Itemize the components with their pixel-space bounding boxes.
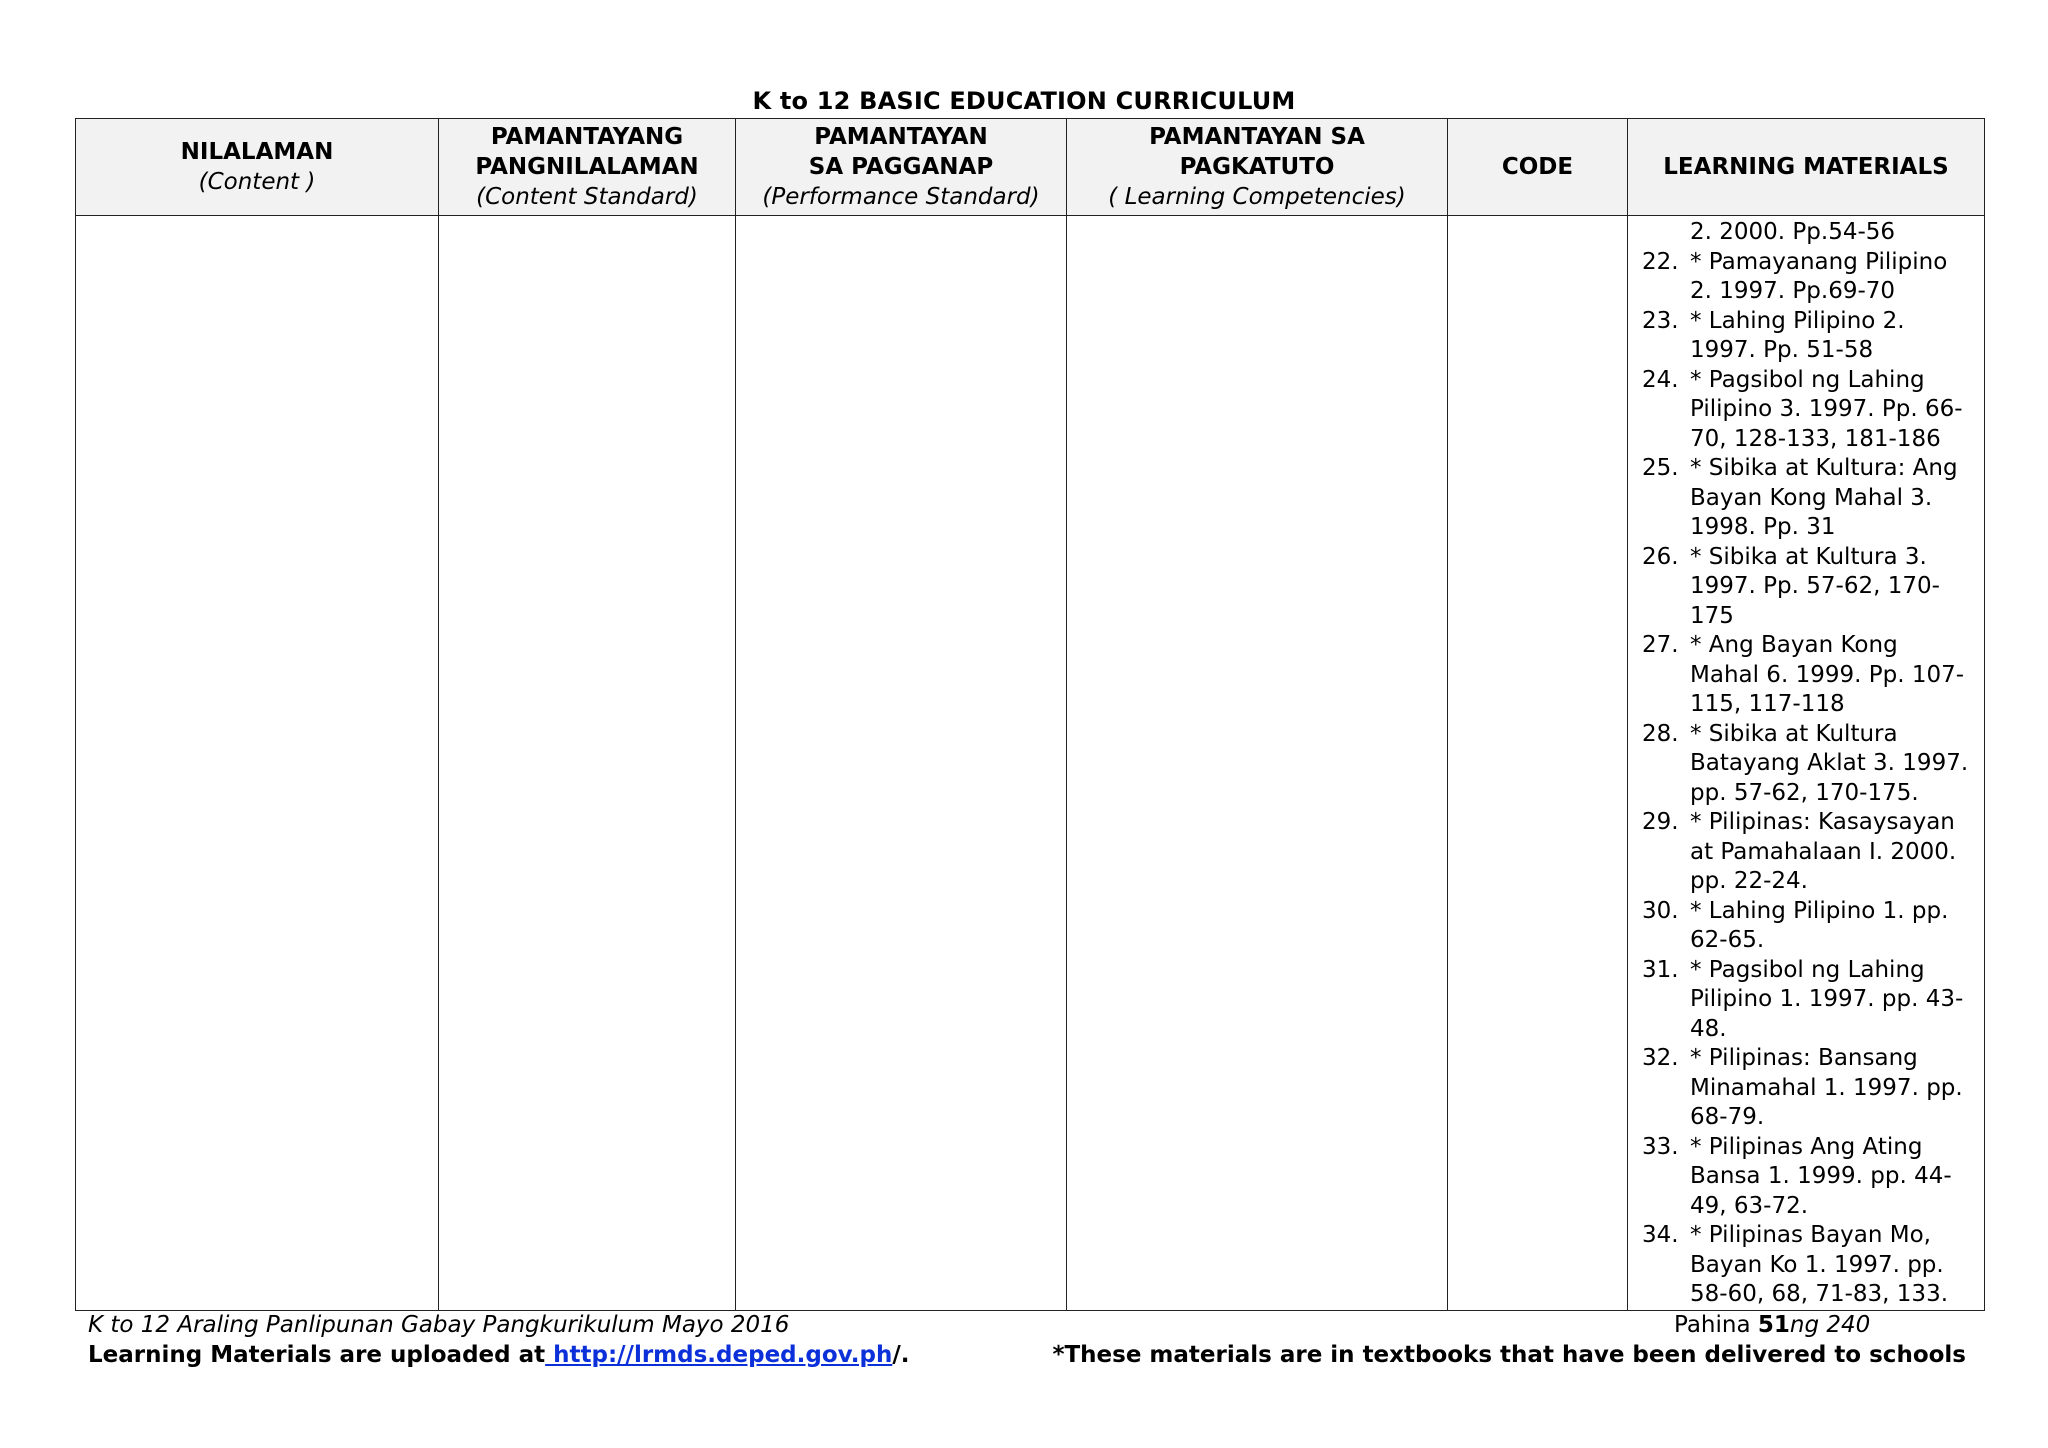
list-item [1642, 956, 1972, 1045]
list-item-number: 25. [1642, 455, 1679, 481]
footer-page-indicator [1674, 1310, 1870, 1340]
list-item-text: * Pamayanang Pilipino 2. 1997. Pp.69-70 [1690, 248, 1948, 304]
list-item-text: * Pilipinas: Kasaysayan at Pamahalaan I. 2000. pp. 22-24. [1690, 809, 1957, 894]
list-item-number: 24. [1642, 366, 1679, 393]
list-item-number: 22. [1642, 248, 1679, 275]
header-content-main: NILALAMAN [180, 139, 334, 165]
list-item [1642, 631, 1972, 720]
materials-list [1628, 248, 1984, 1310]
header-learning-materials [1628, 119, 1985, 216]
footer-upload-note [88, 1340, 909, 1370]
footer-textbook-note: *These materials are in textbooks that have been delivered to schools [1052, 1342, 1966, 1368]
cell-learning-materials [1628, 216, 1985, 1311]
list-item-text: * Lahing Pilipino 2. 1997. Pp. 51-58 [1690, 307, 1905, 363]
table-row [76, 216, 1985, 1311]
header-code-main: CODE [1501, 154, 1574, 180]
list-item-text: * Sibika at Kultura 3. 1997. Pp. 57-62, 170-175 [1690, 543, 1940, 629]
list-item-number: 34. [1642, 1222, 1679, 1248]
list-item-number: 32. [1642, 1045, 1679, 1071]
list-item-number: 26. [1642, 543, 1679, 570]
list-item-text: * Pilipinas Ang Ating Bansa 1. 1999. pp. 44-49, 63-72. [1690, 1133, 1952, 1219]
list-item [1642, 808, 1972, 897]
list-item-number: 31. [1642, 956, 1679, 983]
footer-guide-title: K to 12 Araling Panlipunan Gabay Pangkurikulum Mayo 2016 [88, 1312, 790, 1338]
list-item-text: * Pilipinas Bayan Mo, Bayan Ko 1. 1997. pp. 58-60, 68, 71-83, 133. [1690, 1222, 1949, 1307]
list-item [1642, 543, 1972, 632]
list-item-number: 30. [1642, 897, 1679, 924]
cell-learning-competencies [1067, 216, 1448, 1311]
list-item [1642, 720, 1972, 809]
list-item-text: * Pilipinas: Bansang Minamahal 1. 1997. pp. 68-79. [1690, 1045, 1963, 1130]
header-learning-competencies-sub: ( Learning Competencies) [1108, 184, 1406, 210]
cell-content-standard [439, 216, 736, 1311]
cell-content [76, 216, 439, 1311]
list-item-number: 28. [1642, 720, 1679, 747]
list-item-text: * Lahing Pilipino 1. pp. 62-65. [1690, 897, 1949, 953]
footer-page-number: 51 [1757, 1312, 1790, 1338]
list-item [1642, 248, 1972, 307]
list-item [1642, 1133, 1972, 1222]
header-content-standard [439, 119, 736, 216]
list-item-text: * Pagsibol ng Lahing Pilipino 1. 1997. pp. 43-48. [1690, 956, 1964, 1042]
list-item-number: 27. [1642, 632, 1679, 658]
curriculum-table [75, 118, 1985, 1311]
list-item [1642, 1044, 1972, 1133]
cell-code [1448, 216, 1628, 1311]
document-title: K to 12 BASIC EDUCATION CURRICULUM [752, 87, 1296, 115]
header-content [76, 119, 439, 216]
footer-page-label: Pahina [1674, 1312, 1758, 1338]
list-item-number: 29. [1642, 809, 1679, 835]
cell-performance-standard [736, 216, 1067, 1311]
materials-continuation: 2. 2000. Pp.54-56 [1690, 219, 1896, 245]
header-code [1448, 119, 1628, 216]
header-performance-standard-main: PAMANTAYAN SA PAGGANAP [808, 124, 994, 180]
list-item [1642, 454, 1972, 543]
list-item-number: 33. [1642, 1133, 1679, 1160]
header-learning-materials-main: LEARNING MATERIALS [1663, 154, 1949, 180]
list-item [1642, 897, 1972, 956]
header-performance-standard-sub: (Performance Standard) [762, 184, 1040, 210]
list-item-text: * Sibika at Kultura Batayang Aklat 3. 1997. pp. 57-62, 170-175. [1690, 720, 1969, 806]
list-item [1642, 366, 1972, 455]
footer-upload-end: /. [892, 1342, 910, 1368]
list-item-text: * Pagsibol ng Lahing Pilipino 3. 1997. Pp. 66-70, 128-133, 181-186 [1690, 366, 1963, 452]
header-content-standard-main: PAMANTAYANG PANGNILALAMAN [475, 124, 699, 180]
header-learning-competencies-main: PAMANTAYAN SA PAGKATUTO [1149, 124, 1365, 180]
header-content-standard-sub: (Content Standard) [476, 184, 698, 210]
table-header-row [76, 119, 1985, 216]
header-content-sub: (Content ) [198, 169, 316, 195]
footer-upload-text: Learning Materials are uploaded at [88, 1342, 546, 1368]
list-item [1642, 1221, 1972, 1310]
header-performance-standard [736, 119, 1067, 216]
list-item-text: * Sibika at Kultura: Ang Bayan Kong Mahal 3. 1998. Pp. 31 [1690, 455, 1958, 540]
list-item-text: * Ang Bayan Kong Mahal 6. 1999. Pp. 107-115, 117-118 [1690, 632, 1965, 717]
list-item [1642, 307, 1972, 366]
footer-page-total: ng 240 [1789, 1312, 1871, 1338]
list-item-number: 23. [1642, 307, 1679, 334]
header-learning-competencies [1067, 119, 1448, 216]
footer-upload-link[interactable]: http://lrmds.deped.gov.ph [545, 1342, 893, 1368]
